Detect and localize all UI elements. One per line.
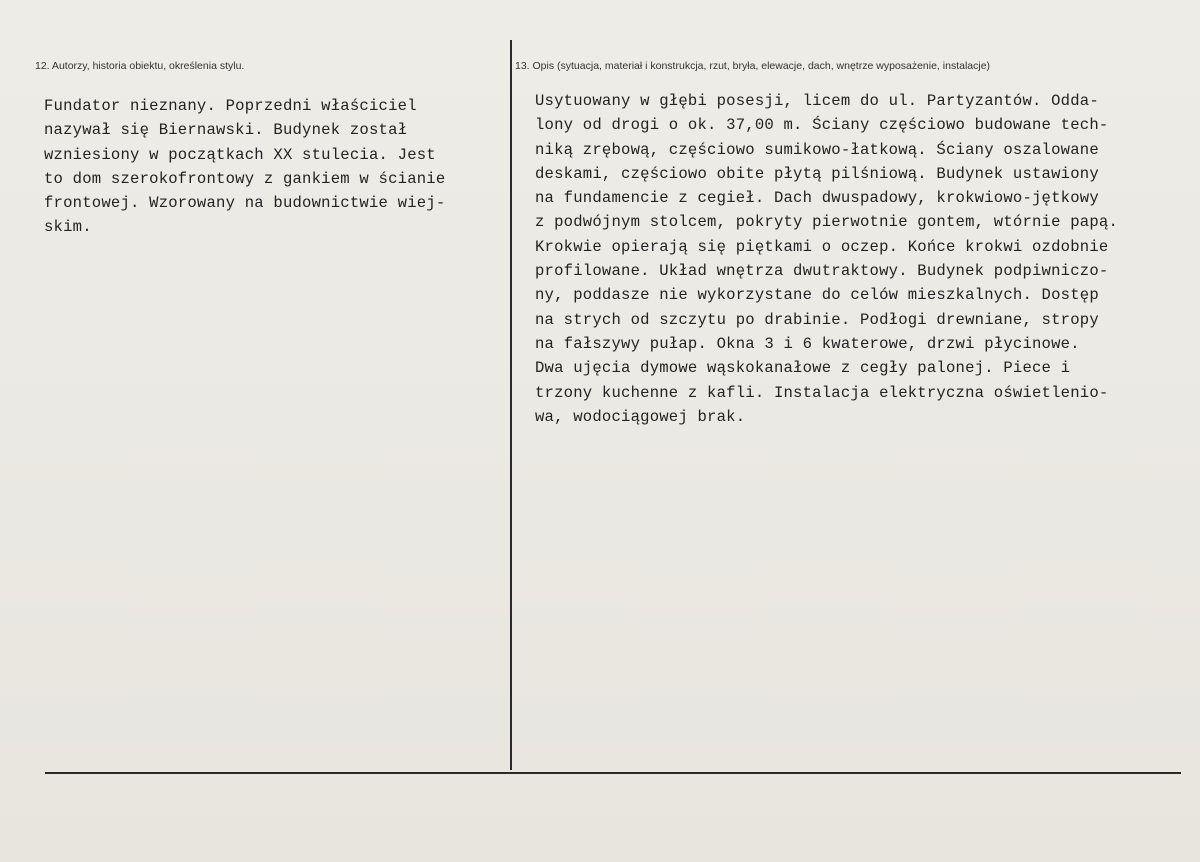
section-13-line: na fundamencie z cegieł. Dach dwuspadowy, krokwiowo-jętkowy — [535, 189, 1099, 208]
section-13-text — [535, 89, 1118, 429]
section-13-line: niką zrębową, częściowo sumikowo-łatkową. Ściany oszalowane — [535, 140, 1099, 159]
section-13-line: Dwa ujęcia dymowe wąskokanałowe z cegły palonej. Piece i — [535, 359, 1071, 378]
section-13-line: ny, poddasze nie wykorzystane do celów mieszkalnych. Dostęp — [535, 286, 1099, 305]
section-13-line: deskami, częściowo obite płytą pilśniową. Budynek ustawiony — [535, 164, 1099, 183]
section-13-line: profilowane. Układ wnętrza dwutraktowy. Budynek podpiwniczo- — [535, 262, 1109, 281]
section-13-line: z podwójnym stolcem, pokryty pierwotnie gontem, wtórnie papą. — [535, 213, 1119, 232]
section-12-line: to dom szerokofrontowy z gankiem w ścianie — [44, 169, 446, 188]
column-divider — [510, 40, 512, 770]
section-12-line: Fundator nieznany. Poprzedni właściciel — [44, 97, 417, 115]
section-12-line: frontowej. Wzorowany na budownictwie wiej- — [44, 194, 446, 213]
section-13-line: trzony kuchenne z kafli. Instalacja elektryczna oświetlenio- — [535, 383, 1109, 402]
section-13-line: Usytuowany w głębi posesji, licem do ul. Partyzantów. Odda- — [535, 92, 1099, 110]
section-12-line: skim. — [44, 218, 92, 237]
section-13-line: wa, wodociągowej brak. — [535, 407, 746, 426]
section-12-line: nazywał się Biernawski. Budynek został — [44, 121, 408, 140]
bottom-rule — [45, 772, 1181, 774]
section-12-header: 12. Autorzy, historia obiektu, określenia stylu. — [35, 60, 245, 72]
section-13-line: na strych od szczytu po drabinie. Podłogi drewniane, stropy — [535, 310, 1099, 329]
section-13-line: Krokwie opierają się piętkami o oczep. Końce krokwi ozdobnie — [535, 237, 1109, 256]
section-13-line: lony od drogi o ok. 37,00 m. Ściany częściowo budowane tech- — [535, 116, 1109, 135]
section-13-line: na fałszywy pułap. Okna 3 i 6 kwaterowe, drzwi płycinowe. — [535, 334, 1080, 353]
section-13-header: 13. Opis (sytuacja, materiał i konstrukcja, rzut, bryła, elewacje, dach, wnętrze wyposażenie, instalacje) — [515, 60, 991, 72]
section-12-line: wzniesiony w początkach XX stulecia. Jest — [44, 145, 436, 164]
section-12-text — [44, 94, 445, 240]
